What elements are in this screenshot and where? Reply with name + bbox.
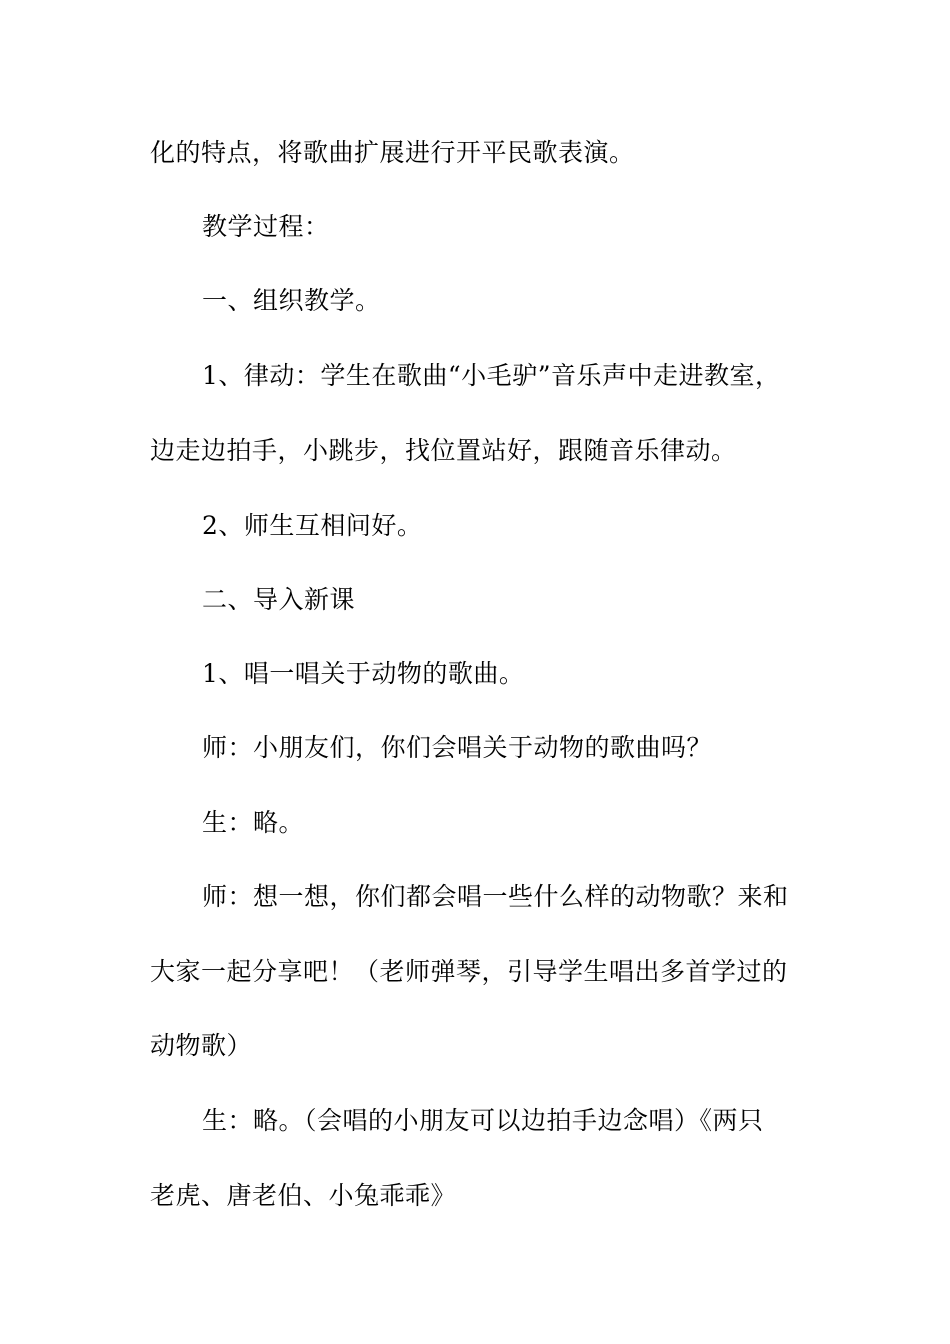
dialogue-line: 老虎、唐老伯、小兔乖乖》 xyxy=(150,1181,457,1210)
dialogue-line: 大家一起分享吧！（老师弹琴，引导学生唱出多首学过的 xyxy=(150,957,788,986)
paragraph-line: 1、律动：学生在歌曲“小毛驴”音乐声中走进教室， xyxy=(202,361,781,390)
dialogue-line: 动物歌） xyxy=(150,1031,253,1060)
dialogue-line: 师：想一想，你们都会唱一些什么样的动物歌？来和 xyxy=(202,882,789,911)
dialogue-line: 生：略。 xyxy=(202,808,305,837)
paragraph-line: 2、师生互相问好。 xyxy=(202,511,423,540)
dialogue-line: 生：略。（会唱的小朋友可以边拍手边念唱）《两只 xyxy=(202,1106,764,1135)
section-heading: 教学过程： xyxy=(202,212,330,241)
paragraph-line: 1、唱一唱关于动物的歌曲。 xyxy=(202,659,525,688)
paragraph-line: 边走边拍手，小跳步，找位置站好，跟随音乐律动。 xyxy=(150,436,737,465)
dialogue-line: 师：小朋友们，你们会唱关于动物的歌曲吗？ xyxy=(202,733,713,762)
section-heading: 一、组织教学。 xyxy=(202,286,381,315)
paragraph-line: 化的特点，将歌曲扩展进行开平民歌表演。 xyxy=(150,138,635,167)
section-heading: 二、导入新课 xyxy=(202,585,356,614)
